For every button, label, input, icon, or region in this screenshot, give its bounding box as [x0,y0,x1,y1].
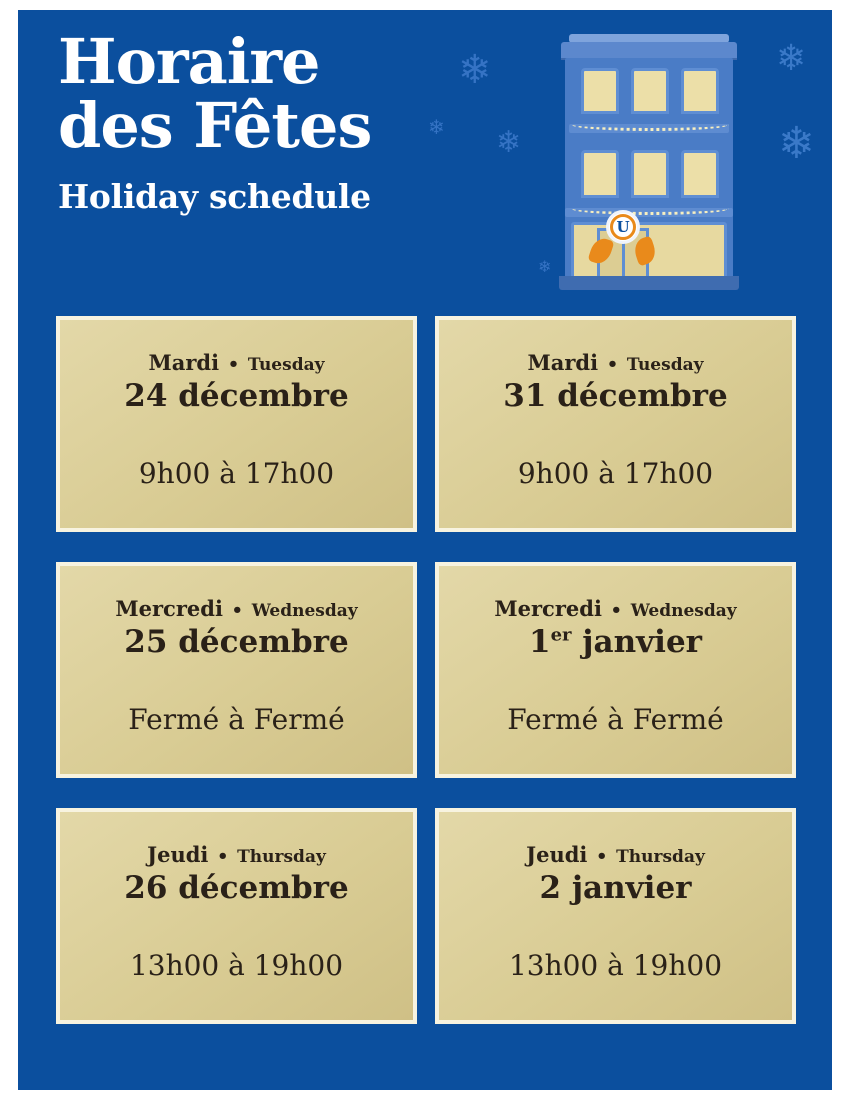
snowflake-icon: ❄ [458,47,492,92]
schedule-day-line [147,844,326,866]
brand-medallion-icon [606,210,640,244]
schedule-separator: • [610,600,623,621]
building-window [681,68,719,114]
schedule-hours: Fermé à Fermé [128,702,345,736]
schedule-date-number: 1er janvier [529,624,702,660]
schedule-day-fr: Mercredi [494,596,602,621]
poster-title-line-1: Horaire [58,25,320,98]
brand-letter: U [616,217,630,236]
schedule-day-en: Tuesday [626,355,704,375]
schedule-separator: • [227,354,240,375]
garland-lights-icon [571,202,729,215]
building-base [559,276,739,290]
schedule-separator: • [217,846,229,867]
storefront-building-illustration [545,32,751,294]
building-window [581,150,619,198]
snowflake-icon: ❄ [776,38,807,78]
snowflake-icon: ❄ [538,259,552,276]
schedule-day-fr: Mardi [527,350,599,375]
schedule-date: 31 décembre [503,378,728,414]
schedule-separator: • [231,600,244,621]
schedule-card-body [60,320,413,528]
schedule-card [435,808,796,1024]
schedule-card-body [60,812,413,1020]
schedule-day-line [149,352,325,374]
building-window [631,68,669,114]
schedule-separator: • [596,846,608,867]
schedule-day-fr: Mercredi [115,596,223,621]
schedule-card [56,316,417,532]
building-window [681,150,719,198]
schedule-day-en: Wednesday [251,601,358,621]
snowflake-icon: ❄ [428,117,445,139]
schedule-card-body [60,566,413,774]
snowflake-icon: ❄ [496,126,522,159]
schedule-hours: 13h00 à 19h00 [508,948,723,982]
garland-lights-icon [571,118,729,131]
schedule-card-body [439,566,792,774]
building-window [581,68,619,114]
schedule-day-line [494,598,736,620]
poster-subtitle: Holiday schedule [58,176,371,216]
schedule-date: 26 décembre [124,870,349,906]
schedule-day-en: Wednesday [630,601,737,621]
schedule-card [56,562,417,778]
schedule-card-body [439,812,792,1020]
schedule-date: 25 décembre [124,624,349,660]
poster-title-line-2: des Fêtes [58,89,372,163]
schedule-day-fr: Mardi [148,350,220,375]
schedule-date: 2 janvier [539,870,692,906]
building-window [631,150,669,198]
building-roof [561,42,737,58]
schedule-card-body [439,320,792,528]
schedule-card [435,562,796,778]
schedule-separator: • [606,354,619,375]
schedule-date-ordinal: er [550,624,572,646]
schedule-grid [56,316,796,1024]
schedule-day-fr: Jeudi [526,842,588,867]
schedule-day-en: Thursday [616,847,705,867]
schedule-card [56,808,417,1024]
schedule-date [529,626,702,659]
schedule-day-line [528,352,704,374]
schedule-day-line [526,844,705,866]
schedule-hours: 9h00 à 17h00 [138,456,335,490]
medallion-ring [610,214,636,240]
schedule-day-line [115,598,357,620]
schedule-day-en: Thursday [237,847,326,867]
schedule-day-fr: Jeudi [147,842,209,867]
poster-background [18,10,832,1090]
schedule-hours: 9h00 à 17h00 [517,456,714,490]
schedule-hours: Fermé à Fermé [507,702,724,736]
schedule-card [435,316,796,532]
schedule-hours: 13h00 à 19h00 [129,948,344,982]
snowflake-icon: ❄ [778,119,815,168]
schedule-day-en: Tuesday [247,355,325,375]
schedule-date: 24 décembre [124,378,349,414]
